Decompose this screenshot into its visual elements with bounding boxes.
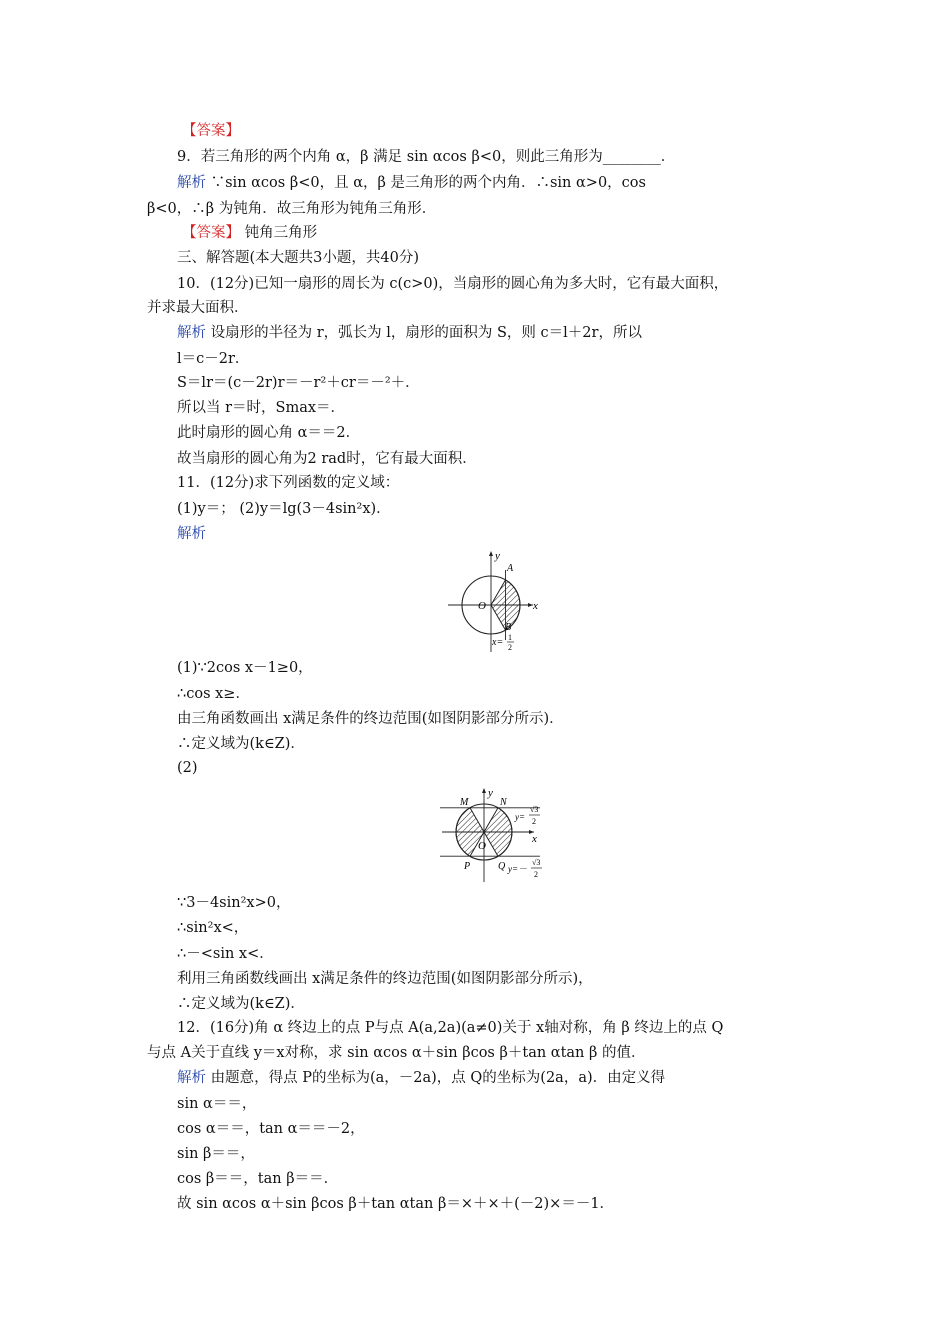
solution-10-line-1 (177, 323, 642, 343)
solution-11-1-line-3: 由三角函数画出 x满足条件的终边范围(如图阴影部分所示)． (177, 711, 564, 727)
question-12-line-1: 12．(16分)角 α 终边上的点 P与点 A(a,2a)(a≠0)关于 x轴对称，角 β 终边上的点 Q (177, 1020, 724, 1036)
answer-9-text: 钝角三角形 (240, 225, 318, 241)
question-9: 9．若三角形的两个内角 α，β 满足 sin αcos β<0，则此三角形为________． (177, 149, 676, 165)
solution-11-2-line-2: ∴sin²x<， (177, 920, 249, 936)
y-axis-label: y (488, 787, 493, 799)
solution-10-line-6: 故当扇形的圆心角为2 rad时，它有最大面积． (177, 451, 477, 467)
solution-10-line-3: S＝lr＝(c－2r)r＝－r²＋cr＝－²＋． (177, 375, 420, 391)
solution-11-2-line-4: 利用三角函数线画出 x满足条件的终边范围(如图阴影部分所示)， (177, 971, 593, 987)
fraction-denominator: 2 (508, 643, 512, 652)
answer-9 (182, 223, 317, 243)
bottom-fraction-denominator: 2 (534, 870, 538, 879)
solution-10-text: 设扇形的半径为 r，弧长为 l，扇形的面积为 S，则 c＝l＋2r，所以 (206, 325, 642, 341)
question-11-line-1: 11．(12分)求下列函数的定义域： (177, 475, 400, 491)
point-n-label: N (500, 797, 507, 808)
point-p-label: P (464, 861, 471, 872)
point-m-label: M (460, 797, 469, 808)
x-axis-label: x (532, 833, 537, 845)
solution-12-text: 由题意，得点 P的坐标为(a，－2a)，点 Q的坐标为(2a，a)．由定义得 (206, 1070, 666, 1086)
answer-label: 【答案】 (182, 225, 240, 241)
question-11-line-2: (1)y＝； (2)y＝lg(3－4sin²x)． (177, 501, 391, 517)
solution-11-2-line-1: ∵3－4sin²x>0， (177, 895, 291, 911)
solution-11-2-label: (2) (177, 760, 198, 776)
question-10-line-1: 10．(12分)已知一扇形的周长为 c(c>0)，当扇形的圆心角为多大时，它有最大面积， (177, 276, 729, 292)
solution-10-line-5: 此时扇形的圆心角 α＝＝2． (177, 425, 361, 441)
answer-label: 【答案】 (182, 123, 240, 139)
solution-label: 解析 (177, 325, 206, 341)
solution-label: 解析 (177, 175, 206, 191)
solution-11-2-line-5: ∴定义域为(k∈Z)． (177, 996, 305, 1012)
origin-label: O (478, 840, 486, 852)
unit-circle-figure-2 (440, 786, 555, 886)
solution-12-line-5: cos β＝＝，tan β＝＝． (177, 1171, 339, 1187)
fraction-numerator: 1 (508, 633, 512, 642)
y-axis-label: y (495, 550, 500, 562)
point-a-label: A (507, 563, 514, 574)
top-fraction-denominator: 2 (532, 817, 536, 826)
question-10-line-2: 并求最大面积． (147, 300, 249, 316)
line-condition-label: x= (492, 637, 504, 648)
x-axis-label: x (533, 600, 538, 612)
point-q-label: Q (498, 861, 506, 872)
point-b-label: B (505, 622, 512, 633)
solution-12-line-6: 故 sin αcos α＋sin βcos β＋tan αtan β＝×＋×＋(－2)×＝－1． (177, 1196, 615, 1212)
question-12-line-2: 与点 A关于直线 y＝x对称，求 sin αcos α＋sin βcos β＋tan αtan β 的值． (147, 1045, 646, 1061)
solution-11-2-line-3: ∴－<sin x<． (177, 946, 274, 962)
solution-12-line-2: sin α＝＝， (177, 1096, 257, 1112)
solution-label: 解析 (177, 1070, 206, 1086)
solution-10-line-4: 所以当 r＝时，Smax＝． (177, 400, 346, 416)
solution-label: 解析 (177, 526, 206, 542)
solution-12-line-3: cos α＝＝，tan α＝＝－2， (177, 1121, 365, 1137)
solution-11-1-line-2: ∴cos x≥． (177, 686, 250, 702)
solution-9-text: ∵sin αcos β<0，且 α，β 是三角形的两个内角．∴sin α>0，cos (206, 175, 646, 191)
top-line-condition: y= (515, 812, 526, 822)
solution-10-line-2: l＝c－2r． (177, 351, 250, 367)
top-fraction-numerator: √3 (530, 805, 539, 814)
section-heading: 三、解答题(本大题共3小题，共40分) (177, 250, 419, 266)
solution-11-1-line-1: (1)∵2cos x－1≥0， (177, 660, 313, 676)
solution-12-line-1 (177, 1068, 665, 1088)
unit-circle-figure-1 (445, 548, 550, 656)
bottom-line-condition: y=－ (508, 864, 528, 874)
solution-12-line-4: sin β＝＝， (177, 1146, 255, 1162)
solution-11-1-line-4: ∴定义域为(k∈Z)． (177, 736, 305, 752)
bottom-fraction-numerator: √3 (532, 858, 541, 867)
solution-9-line-1 (177, 173, 646, 193)
solution-9-line-2: β<0，∴β 为钝角．故三角形为钝角三角形． (147, 201, 437, 217)
origin-label: O (478, 600, 486, 612)
